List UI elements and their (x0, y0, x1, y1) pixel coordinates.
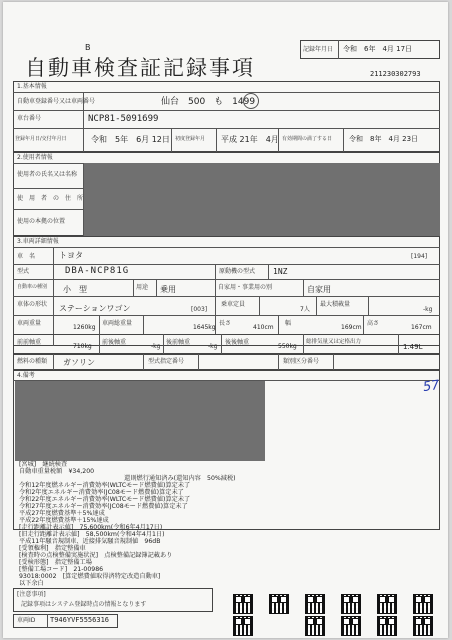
remark-line: [走行距離計表示値] 75,600km(令和6年4月17日) (19, 524, 163, 531)
remark-line: 平成22年度燃費基準＋15%達成 (19, 517, 109, 524)
ff-value: 710kg (73, 343, 92, 350)
redacted-remarks-block (15, 381, 265, 461)
kind-label: 自動車の種別 (17, 284, 48, 290)
fuel-label: 燃料の種類 (17, 358, 48, 365)
qr-code-icon (377, 616, 397, 636)
reg-date-label: 登録年月日/交付年月日 (15, 136, 67, 142)
remark-line: [旧走行距離計表示値] 58,500km(令和4年4月1日) (19, 531, 165, 538)
height-label: 高さ (367, 320, 380, 327)
rr-label: 後後軸重 (225, 339, 250, 346)
capacity-value: 7人 (300, 306, 310, 313)
notice-title: [注意事項] (17, 591, 46, 598)
reg-date-value: 令和 5年 6月 12日 (91, 135, 170, 144)
model-value: DBA-NCP81G (65, 266, 130, 276)
vin-label: 車台番号 (17, 115, 42, 122)
body-code: [003] (191, 306, 208, 313)
remark-line: 令和27年度エネルギー消費効率(JC08モード燃費値)算定未了 (19, 503, 188, 510)
user-address-label: 使 用 者 の 住 所 (17, 195, 84, 202)
ff-label: 前前軸重 (17, 339, 42, 346)
redacted-user-block (84, 163, 440, 236)
first-reg-value: 平成 21年 4月 (221, 135, 279, 144)
gross-value: 1645kg (193, 324, 216, 331)
use-label: 用途 (136, 284, 149, 291)
remark-line: 還則燃行通知済み(還知内容 50%減税) (19, 475, 236, 482)
qr-code-icon (305, 594, 325, 614)
handwritten-mark: 57 (422, 377, 441, 396)
max-load-value: -kg (423, 306, 433, 313)
class-label: 類別区分番号 (283, 358, 320, 365)
kind-value: 小 型 (63, 285, 87, 294)
remark-line: 平成27年度燃費基準＋5%達成 (19, 510, 105, 517)
displacement-value: 1.49L (403, 343, 423, 351)
engine-value: 1NZ (273, 267, 288, 276)
fuel-value: ガソリン (63, 358, 95, 367)
maker-label: 車 名 (17, 253, 36, 260)
qr-code-icon (233, 616, 253, 636)
height-value: 167cm (411, 324, 432, 331)
qr-code-icon (413, 616, 433, 636)
qr-code-icon (413, 594, 433, 614)
remark-line: [検査時の点検整備実施状況] 点検整備記録簿記載あり (19, 552, 173, 559)
width-label: 幅 (285, 320, 292, 327)
expiry-value: 令和 8年 4月 23日 (349, 135, 419, 143)
first-reg-label: 初度登録年月 (175, 136, 206, 142)
basic-info-heading: 1.基本情報 (17, 83, 47, 90)
user-name-label: 使用者の氏名又は名称 (17, 171, 78, 178)
qr-code-icon (341, 616, 361, 636)
qr-code-icon (305, 616, 325, 636)
small-mark: B (85, 43, 91, 52)
engine-label: 原動機の型式 (219, 268, 256, 275)
car-id-value: T946YVF5556316 (50, 616, 110, 624)
body-label: 車体の形状 (17, 301, 48, 308)
qr-code-icon (341, 594, 361, 614)
qr-code-icon (233, 594, 253, 614)
gross-label: 車両総重量 (102, 320, 133, 327)
base-location-label: 使用の本拠の位置 (17, 218, 66, 225)
remark-line: [受検形態] 指定整備工場 (19, 559, 92, 566)
vehicle-detail-heading: 3.車両詳細情報 (17, 238, 59, 245)
body-value: ステーションワゴン (59, 304, 131, 313)
fr-value: -kg (151, 343, 161, 350)
seal-circle-icon (243, 93, 259, 109)
rf-label: 後前軸重 (166, 339, 191, 346)
remark-line: 令和22年度エネルギー消費効率(WLTCモード燃費値)算定未了 (19, 496, 191, 503)
capacity-label: 乗車定員 (221, 301, 246, 308)
length-label: 長さ (219, 320, 232, 327)
remark-line: 以下余白 (19, 580, 44, 587)
length-value: 410cm (253, 324, 274, 331)
remark-line: [整備工場コード] 21-00986 (19, 566, 104, 573)
vin-value: NCP81-5091699 (88, 114, 159, 124)
reg-no-value: 仙台 500 も 1499 (161, 97, 256, 107)
remark-line: [宮城] 継続検査 (19, 461, 68, 468)
qr-code-icon (269, 594, 289, 614)
private-label: 自家用・事業用の別 (218, 284, 273, 291)
user-info-heading: 2.使用者情報 (17, 154, 53, 161)
model-label: 型式 (17, 268, 30, 275)
remark-line: 自動車重量税額 ¥34,200 (19, 468, 95, 475)
remarks-heading: 4.備考 (17, 372, 35, 379)
remark-line: [受領権利] 指定整備車 (19, 545, 86, 552)
record-date-label: 記録年月日 (303, 46, 334, 53)
type-designation-label: 型式指定番号 (148, 358, 185, 365)
document-title: 自動車検査証記録事項 (25, 56, 255, 80)
expiry-label: 有効期間の満了する日 (282, 136, 333, 142)
maker-code: [194] (411, 253, 428, 260)
qr-code-icon (377, 594, 397, 614)
notice-text: 記録事項はシステム登録時点の情報となります (21, 601, 147, 608)
reg-no-label: 自動車登録番号又は車両番号 (17, 98, 96, 105)
remark-line: 平成11年騒音規制車、近接排気騒音規制値 96dB (19, 538, 161, 545)
fr-label: 前後軸重 (102, 339, 127, 346)
width-value: 169cm (341, 324, 362, 331)
document-number: 211230302793 (370, 70, 421, 78)
private-value: 自家用 (307, 285, 331, 294)
max-load-label: 最大積載量 (320, 301, 351, 308)
weight-value: 1260kg (73, 324, 96, 331)
car-id-label: 車両ID (17, 617, 36, 624)
remark-line: 令和2年度エネルギー消費効率(JC08モード燃費値)算定未了 (19, 489, 184, 496)
maker-value: トヨタ (59, 251, 83, 260)
weight-label: 車両重量 (17, 320, 42, 327)
displacement-label: 総排気量又は定格出力 (306, 339, 362, 345)
remark-line: 令和12年度燃ネルギー消費効率(WLTCモード燃費値)算定未了 (19, 482, 191, 489)
certificate-paper (3, 2, 448, 638)
use-value: 乗用 (160, 285, 176, 294)
rr-value: 550kg (278, 343, 297, 350)
remark-line: 93018:0002 [算定燃費値取得済特定改造自動車] (19, 573, 161, 580)
rf-value: -kg (208, 343, 218, 350)
record-date-value: 令和 6年 4月 17日 (343, 45, 413, 53)
